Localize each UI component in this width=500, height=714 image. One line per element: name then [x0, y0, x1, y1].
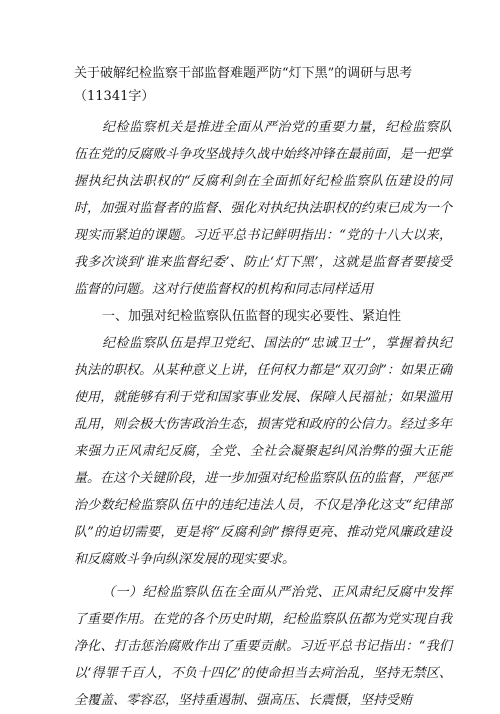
section-heading-1: 一、加强对纪检监察队伍监督的现实必要性、紧迫性: [102, 309, 402, 324]
document-title: 关于破解纪检监察干部监督难题严防“灯下黑”的调研与思考（11341字）: [74, 66, 413, 104]
subsection-1-paragraph: （一）纪检监察队伍在全面从严治党、正风肃纪反腐中发挥了重要作用。在党的各个历史时期，纪检监察队伍都为党实现自我净化、打击惩治腐败作出了重要贡献。习近平总书记指出：“我们以‘得罪千百人，不负十四亿’的使命担当去疴治乱，坚持无禁区、全覆盖、零容忍，坚持重遏制、强高压、长震慑，坚持受贿: [74, 585, 452, 708]
document-page: [74, 62, 452, 714]
section-1-paragraph: 纪检监察队伍是捍卫党纪、国法的“忠诚卫士”，掌握着执纪执法的职权。从某种意义上讲，任何权力都是“双刃剑”：如果正确使用，就能够有利于党和国家事业发展、保障人民福祉；如果滥用乱用，则会极大伤害政治生态，损害党和政府的公信力。经过多年来强力正风肃纪反腐，全党、全社会凝聚起纠风治弊的强大正能量。在这个关键阶段，进一步加强对纪检监察队伍的监督，严惩严治少数纪检监察队伍中的违纪违法人员，不仅是净化这支“纪律部队”的迫切需要，更是将“反腐利剑”擦得更亮、推动党风廉政建设和反腐败斗争向纵深发展的现实要求。: [74, 336, 452, 567]
intro-paragraph: 纪检监察机关是推进全面从严治党的重要力量，纪检监察队伍在党的反腐败斗争攻坚战持久战中始终冲锋在最前面，是一把掌握执纪执法职权的“反腐利剑在全面抓好纪检监察队伍建设的同时，加强对监督者的监督、强化对执纪执法职权的约束已成为一个现实而紧迫的课题。习近平总书记鲜明指出：“党的十八大以来，我多次谈到‘谁来监督纪委’、防止‘灯下黑’，这就是监督者要接受监督的问题。这对行使监督权的机构和同志同样适用: [74, 120, 452, 297]
